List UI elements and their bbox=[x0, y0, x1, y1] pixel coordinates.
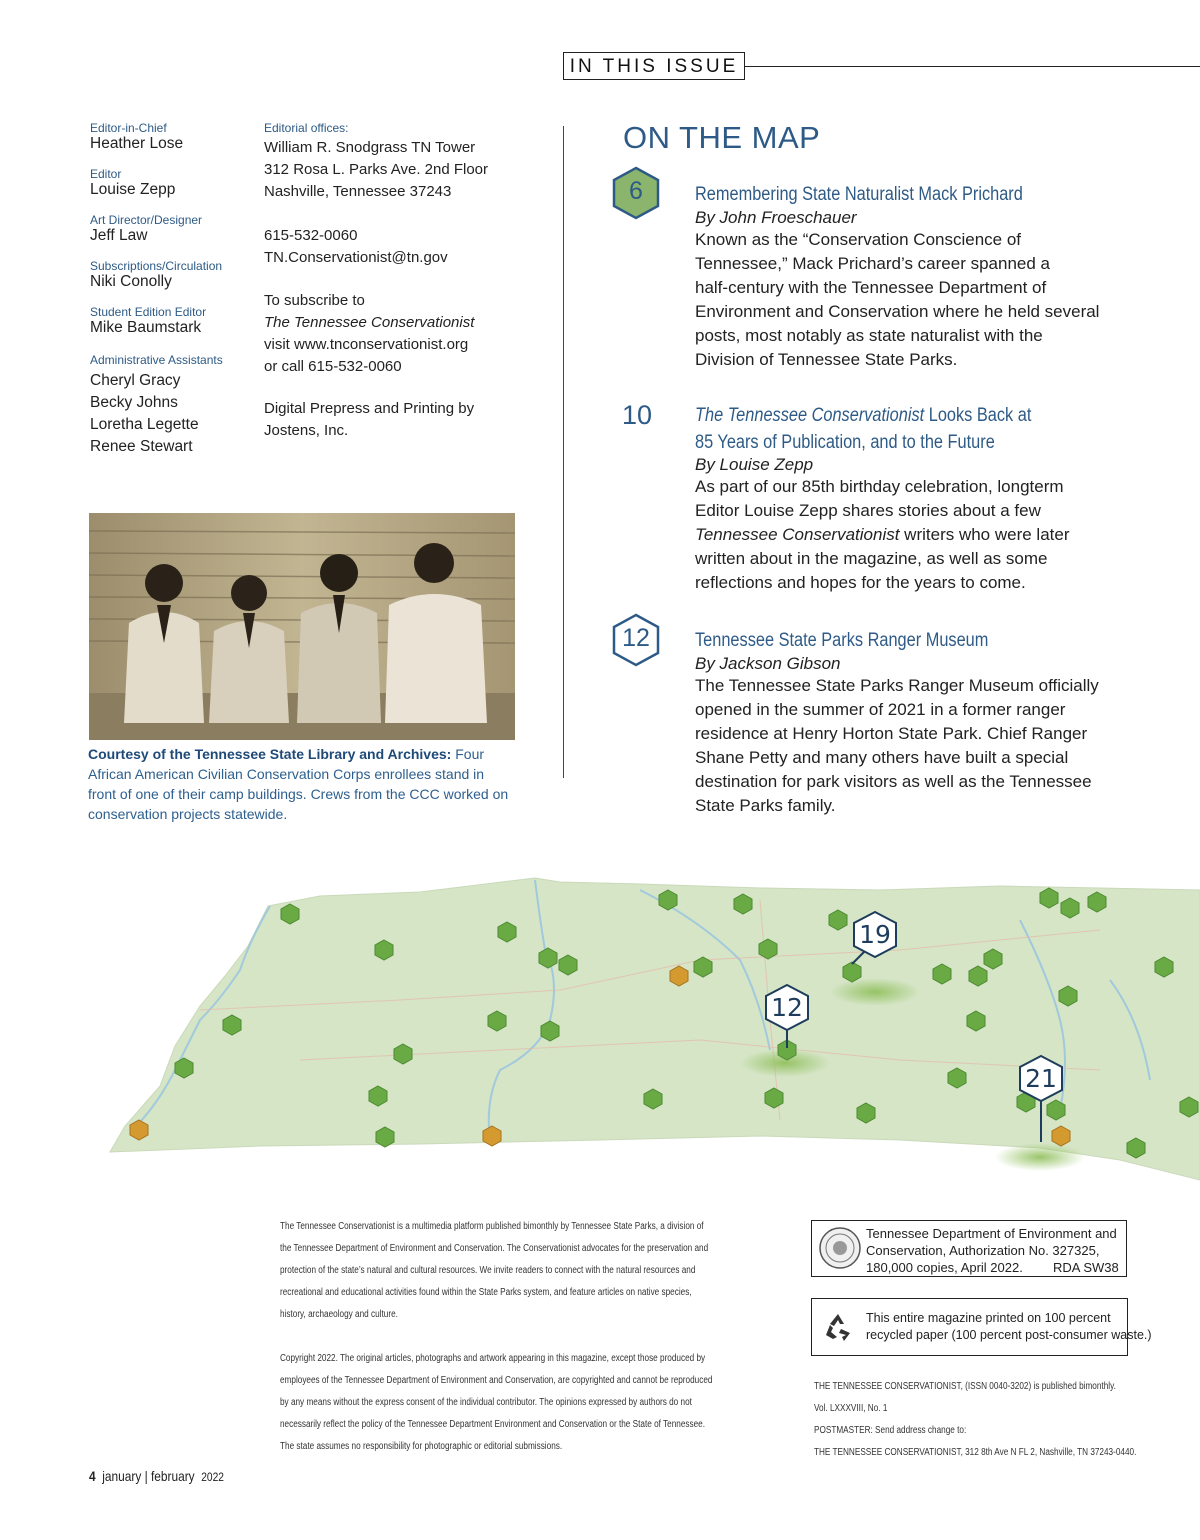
article-body-line: Editor Louise Zepp shares stories about a few bbox=[695, 501, 1041, 520]
subscriptions-name: Niki Conolly bbox=[90, 273, 172, 290]
editor-in-chief-name: Heather Lose bbox=[90, 135, 184, 152]
magazine-title: The Tennessee Conservationist bbox=[264, 314, 475, 331]
offices-label: Editorial offices: bbox=[264, 121, 349, 135]
address-line: Nashville, Tennessee 37243 bbox=[264, 183, 452, 200]
article-body-line: Shane Petty and many others have built a special bbox=[695, 748, 1069, 767]
admin-name: Loretha Legette bbox=[90, 416, 199, 433]
about-line: the Tennessee Department of Environment and Conservation. The Conservationist advocates for the preservation and bbox=[280, 1243, 709, 1254]
editorial-offices bbox=[264, 121, 554, 442]
article-body-line: reflections and hopes for the years to come. bbox=[695, 573, 1026, 592]
editor-name: Louise Zepp bbox=[90, 181, 176, 198]
admin-name: Renee Stewart bbox=[90, 438, 193, 455]
article-title[interactable]: Remembering State Naturalist Mack Prichard bbox=[695, 184, 1023, 205]
student-editor-label: Student Edition Editor bbox=[90, 305, 207, 319]
article-body-line: opened in the summer of 2021 in a former ranger bbox=[695, 700, 1066, 719]
page-12-badge bbox=[609, 613, 663, 667]
printing-line: Jostens, Inc. bbox=[264, 422, 349, 439]
copyright-line: employees of the Tennessee Department of Environment and Conservation, are copyrighted and cannot be reproduced bbox=[280, 1375, 713, 1386]
subscribe-phone: or call 615-532-0060 bbox=[264, 358, 402, 375]
page-folio bbox=[89, 1468, 224, 1484]
article-title[interactable]: Tennessee State Parks Ranger Museum bbox=[695, 630, 989, 651]
on-the-map-heading: ON THE MAP bbox=[623, 120, 821, 155]
article-body-line: posts, most notably as state naturalist with the bbox=[695, 326, 1043, 345]
folio-month: january | february bbox=[102, 1468, 195, 1484]
about-statement bbox=[280, 1216, 860, 1326]
article-body-line: Tennessee,” Mack Prichard’s career spanned a bbox=[695, 254, 1050, 273]
header-rule bbox=[745, 66, 1200, 67]
tennessee-map bbox=[0, 860, 1200, 1190]
page-number: 6 bbox=[629, 177, 643, 205]
copyright-line: The state assumes no responsibility for photographic or editorial submissions. bbox=[280, 1441, 563, 1452]
article-author: By Jackson Gibson bbox=[695, 654, 841, 673]
article-body-line: half-century with the Tennessee Department of bbox=[695, 278, 1047, 297]
caption-text: Four African American Civilian Conservation Corps enrollees stand in front of one of their camp buildings. Crews from the CCC worked on conservation projects statewide. bbox=[88, 746, 509, 822]
state-seal-icon bbox=[818, 1226, 862, 1270]
phone: 615-532-0060 bbox=[264, 227, 358, 244]
page-6-badge bbox=[609, 166, 663, 220]
about-line: recreational and educational activities found within the State Parks system, and feature articles on native species, bbox=[280, 1287, 692, 1298]
postal-statement bbox=[814, 1376, 1194, 1464]
article-body-line: Division of Tennessee State Parks. bbox=[695, 350, 958, 369]
auth-line: Tennessee Department of Environment and bbox=[866, 1226, 1117, 1241]
ccc-enrollees-image bbox=[89, 513, 515, 740]
art-director-label: Art Director/Designer bbox=[90, 213, 203, 227]
auth-line: 180,000 copies, April 2022. bbox=[866, 1260, 1023, 1275]
printing-line: Digital Prepress and Printing by bbox=[264, 400, 475, 417]
article-body-line: residence at Henry Horton State Park. Chief Ranger bbox=[695, 724, 1088, 743]
article-looks-back[interactable] bbox=[695, 405, 1135, 595]
body-text: writers who were later bbox=[899, 525, 1070, 544]
postal-line: POSTMASTER: Send address change to: bbox=[814, 1425, 967, 1436]
historic-photo bbox=[89, 513, 515, 740]
student-editor-name: Mike Baumstark bbox=[90, 319, 202, 336]
address-line: William R. Snodgrass TN Tower bbox=[264, 139, 476, 156]
marker-label: 12 bbox=[771, 993, 803, 1022]
marker-label: 19 bbox=[859, 920, 891, 949]
article-body-line: destination for park visitors as well as the Tennessee bbox=[695, 772, 1092, 791]
article-title[interactable] bbox=[695, 405, 1073, 427]
article-body-line: Environment and Conservation where he held several bbox=[695, 302, 1100, 321]
website-link[interactable]: visit www.tnconservationist.org bbox=[264, 336, 469, 353]
folio-page: 4 bbox=[89, 1468, 96, 1484]
postal-line: Vol. LXXXVIII, No. 1 bbox=[814, 1403, 888, 1414]
article-mack-prichard[interactable] bbox=[695, 184, 1135, 372]
photo-caption bbox=[88, 744, 513, 824]
article-author: By Louise Zepp bbox=[695, 455, 814, 474]
admin-name: Becky Johns bbox=[90, 394, 178, 411]
subscriptions-label: Subscriptions/Circulation bbox=[90, 259, 223, 273]
admin-name: Cheryl Gracy bbox=[90, 372, 181, 389]
recycled-paper-box bbox=[811, 1298, 1152, 1356]
art-director-name: Jeff Law bbox=[90, 227, 148, 244]
state-parks-map bbox=[0, 860, 1200, 1190]
column-divider bbox=[563, 126, 564, 778]
article-body-line bbox=[695, 523, 1135, 547]
editor-label: Editor bbox=[90, 167, 122, 181]
article-title-italic: The Tennessee Conservationist bbox=[695, 405, 925, 426]
admin-label: Administrative Assistants bbox=[90, 353, 223, 367]
copyright-line: by any means without the express consent of the individual contributor. The opinions expressed by authors do not bbox=[280, 1397, 692, 1408]
masthead bbox=[90, 121, 223, 458]
article-title-line2[interactable]: 85 Years of Publication, and to the Future bbox=[695, 432, 995, 453]
auth-line: Conservation, Authorization No. 327325, bbox=[866, 1243, 1100, 1258]
editor-in-chief-label: Editor-in-Chief bbox=[90, 121, 167, 135]
article-author: By John Froeschauer bbox=[695, 208, 857, 227]
auth-code: RDA SW38 bbox=[1053, 1260, 1119, 1275]
article-ranger-museum[interactable] bbox=[695, 630, 1135, 818]
subscribe-line: To subscribe to bbox=[264, 292, 365, 309]
copyright-statement bbox=[280, 1348, 860, 1458]
address-line: 312 Rosa L. Parks Ave. 2nd Floor bbox=[264, 161, 489, 178]
about-line: history, archaeology and culture. bbox=[280, 1309, 398, 1320]
copyright-line: necessarily reflect the policy of the Tennessee Department Environment and Conservation or the State of Tennessee. bbox=[280, 1419, 705, 1430]
folio-year: 2022 bbox=[201, 1470, 224, 1484]
about-line: The Tennessee Conservationist is a multimedia platform published bimonthly by Tennessee State Parks, a division of bbox=[280, 1221, 704, 1232]
article-body-line: Known as the “Conservation Conscience of bbox=[695, 230, 1022, 249]
article-body-line: The Tennessee State Parks Ranger Museum officially bbox=[695, 676, 1099, 695]
recycle-line: recycled paper (100 percent post-consumer waste.) bbox=[866, 1328, 1152, 1342]
postal-line: THE TENNESSEE CONSERVATIONIST, (ISSN 0040-3202) is published bimonthly. bbox=[814, 1381, 1116, 1392]
page-number: 10 bbox=[621, 400, 653, 430]
postal-line: THE TENNESSEE CONSERVATIONIST, 312 8th Ave N FL 2, Nashville, TN 37243-0440. bbox=[814, 1447, 1137, 1458]
article-body-line: State Parks family. bbox=[695, 796, 836, 815]
article-title-rest: Looks Back at bbox=[924, 405, 1032, 426]
recycle-line: This entire magazine printed on 100 percent bbox=[866, 1311, 1111, 1325]
recycle-icon bbox=[822, 1311, 854, 1343]
article-body-line: written about in the magazine, as well as some bbox=[695, 549, 1048, 568]
page-number: 12 bbox=[622, 624, 650, 652]
email-link[interactable]: TN.Conservationist@tn.gov bbox=[264, 249, 448, 266]
caption-credit: Courtesy of the Tennessee State Library and Archives: bbox=[88, 746, 452, 762]
magazine-name: Tennessee Conservationist bbox=[695, 525, 900, 544]
authorization-box bbox=[811, 1220, 1127, 1277]
marker-label: 21 bbox=[1025, 1064, 1057, 1093]
about-line: protection of the state’s natural and cultural resources. We invite readers to connect with the natural resources and bbox=[280, 1265, 696, 1276]
section-label: IN THIS ISSUE bbox=[563, 52, 745, 80]
article-body-line: As part of our 85th birthday celebration, longterm bbox=[695, 477, 1064, 496]
copyright-line: Copyright 2022. The original articles, photographs and artwork appearing in this magazine, except those produced by bbox=[280, 1353, 706, 1364]
